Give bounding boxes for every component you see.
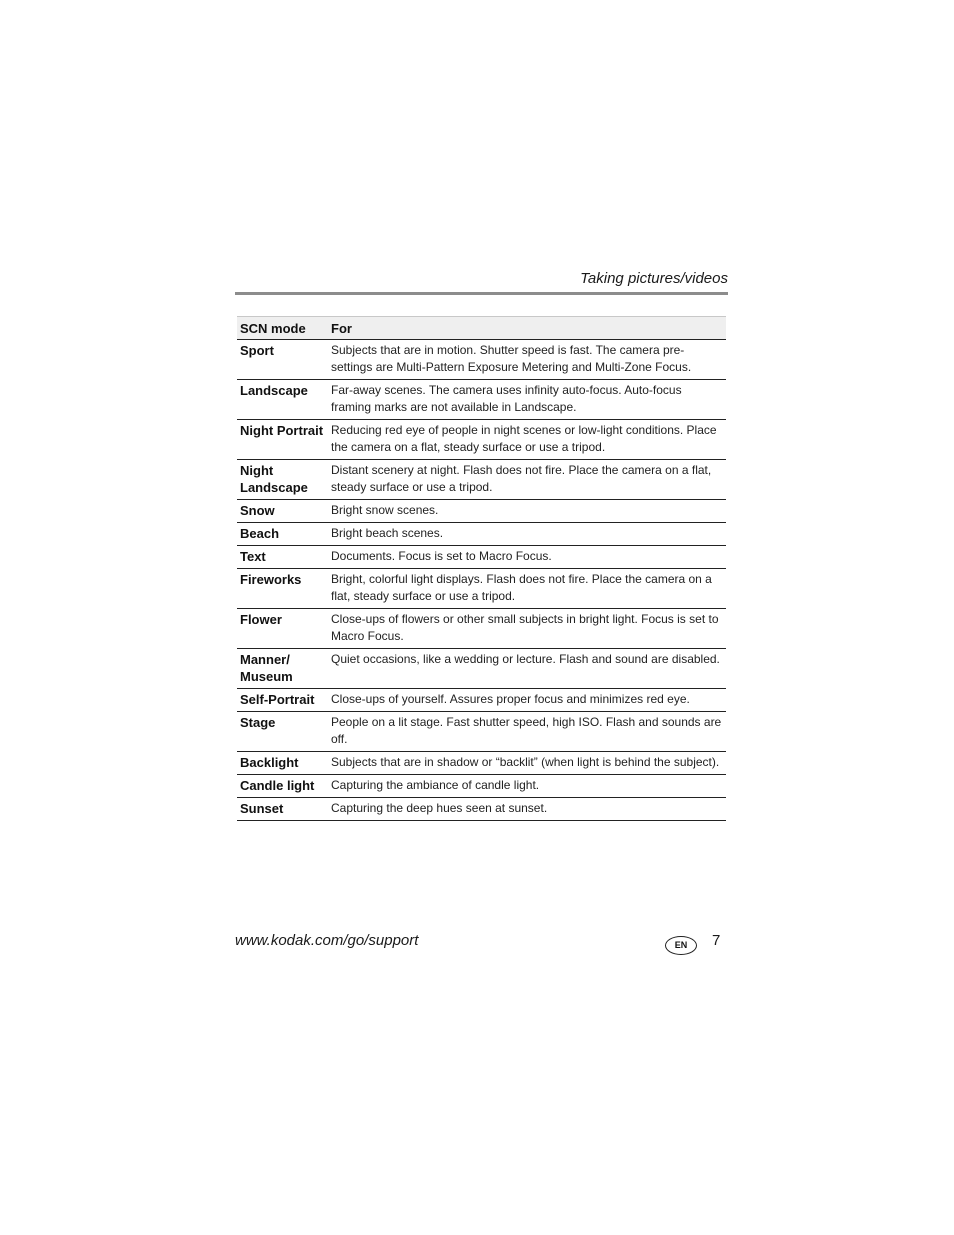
scn-mode-name: Manner/ Museum: [237, 649, 328, 689]
scn-mode-description: Bright, colorful light displays. Flash does not fire. Place the camera on a flat, steady surface or use a tripod.: [328, 569, 726, 609]
running-header-title: Taking pictures/videos: [580, 270, 728, 287]
scn-mode-description: Reducing red eye of people in night scenes or low-light conditions. Place the camera on a flat, steady surface or use a tripod.: [328, 420, 726, 460]
table-row: [237, 460, 726, 500]
scn-mode-name: Text: [237, 546, 328, 569]
scn-mode-description: Distant scenery at night. Flash does not fire. Place the camera on a flat, steady surface or use a tripod.: [328, 460, 726, 500]
support-url: www.kodak.com/go/support: [235, 932, 419, 949]
table-row: [237, 546, 726, 569]
scn-mode-name: Beach: [237, 523, 328, 546]
scn-mode-name: Snow: [237, 500, 328, 523]
scn-mode-name: Landscape: [237, 380, 328, 420]
table-row: [237, 340, 726, 380]
table-row: [237, 609, 726, 649]
scn-mode-name: Backlight: [237, 752, 328, 775]
scn-mode-name: Stage: [237, 712, 328, 752]
scn-mode-name: Night Landscape: [237, 460, 328, 500]
scn-mode-description: Close-ups of yourself. Assures proper focus and minimizes red eye.: [328, 689, 726, 712]
scn-mode-description: Documents. Focus is set to Macro Focus.: [328, 546, 726, 569]
scn-mode-description: Close-ups of flowers or other small subjects in bright light. Focus is set to Macro Focus.: [328, 609, 726, 649]
table-row: [237, 775, 726, 798]
column-header-for: For: [328, 317, 726, 340]
scn-mode-name: Night Portrait: [237, 420, 328, 460]
scn-mode-description: People on a lit stage. Fast shutter speed, high ISO. Flash and sounds are off.: [328, 712, 726, 752]
scn-mode-name: Flower: [237, 609, 328, 649]
table-body: [237, 340, 726, 821]
scn-mode-description: Subjects that are in motion. Shutter speed is fast. The camera pre-settings are Multi-Pattern Exposure Metering and Multi-Zone Focus.: [328, 340, 726, 380]
table-row: [237, 500, 726, 523]
table-header-row: [237, 317, 726, 340]
column-header-scn-mode: SCN mode: [237, 317, 328, 340]
scn-mode-name: Sunset: [237, 798, 328, 821]
scn-mode-description: Far-away scenes. The camera uses infinity auto-focus. Auto-focus framing marks are not available in Landscape.: [328, 380, 726, 420]
table-row: [237, 798, 726, 821]
scn-mode-name: Candle light: [237, 775, 328, 798]
table-row: [237, 712, 726, 752]
scn-mode-description: Capturing the deep hues seen at sunset.: [328, 798, 726, 821]
scn-mode-description: Bright snow scenes.: [328, 500, 726, 523]
table-row: [237, 649, 726, 689]
scn-mode-description: Subjects that are in shadow or “backlit” (when light is behind the subject).: [328, 752, 726, 775]
scn-mode-table: [237, 316, 726, 821]
table-row: [237, 689, 726, 712]
scn-mode-description: Capturing the ambiance of candle light.: [328, 775, 726, 798]
scn-mode-description: Bright beach scenes.: [328, 523, 726, 546]
table-row: [237, 752, 726, 775]
scn-mode-name: Self-Portrait: [237, 689, 328, 712]
table-row: [237, 569, 726, 609]
language-badge: EN: [665, 936, 697, 955]
scn-mode-description: Quiet occasions, like a wedding or lecture. Flash and sound are disabled.: [328, 649, 726, 689]
scn-mode-name: Fireworks: [237, 569, 328, 609]
table-row: [237, 523, 726, 546]
table-row: [237, 420, 726, 460]
page-number: 7: [712, 932, 721, 949]
header-rule: [235, 292, 728, 295]
scn-mode-name: Sport: [237, 340, 328, 380]
table-row: [237, 380, 726, 420]
